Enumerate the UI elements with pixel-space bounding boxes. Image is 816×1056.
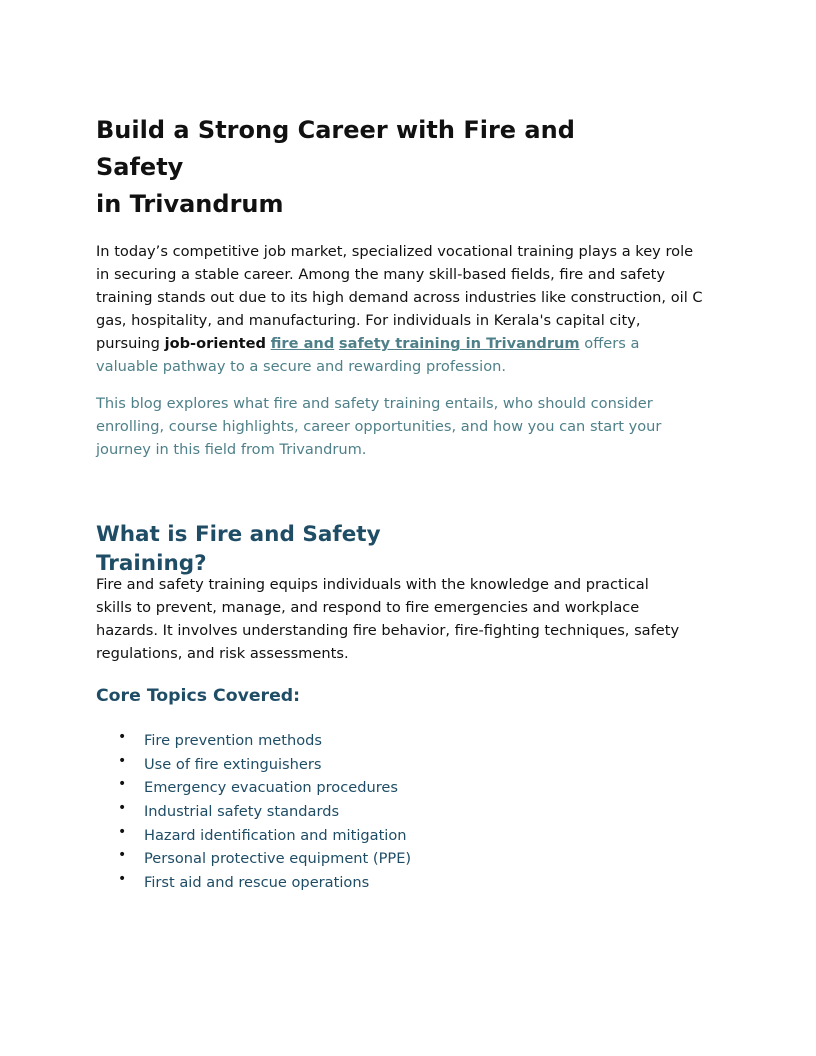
list-item xyxy=(96,753,411,777)
list-item xyxy=(96,871,411,895)
list-item-text: Hazard identification and mitigation xyxy=(144,826,407,844)
core-topics-heading: Core Topics Covered: xyxy=(96,686,301,706)
safety-training-link[interactable]: safety training in Trivandrum xyxy=(338,335,580,352)
list-item xyxy=(96,729,411,753)
section-heading-line-2: Training? xyxy=(96,551,207,576)
list-item-text: Industrial safety standards xyxy=(144,803,340,821)
page-title-line-2: in Trivandrum xyxy=(96,190,284,218)
bullet-icon: • xyxy=(118,800,127,817)
list-item xyxy=(96,847,411,871)
bullet-icon: • xyxy=(118,871,127,888)
intro-text-start: In today’s competitive job market, specialized vocational training plays a key role in securing a stable career. Among the many skill-based fields, fire and safety training stands out due to its high demand across industries like construction, oil C gas, hospitality, and manufacturing. For individuals in Kerala's capital city, pursuing xyxy=(96,243,703,352)
list-item-text: Fire prevention methods xyxy=(144,732,323,749)
section-heading xyxy=(96,520,396,578)
core-topics-list xyxy=(96,729,411,895)
intro-bold-text: job-oriented xyxy=(164,335,266,352)
page-title-line-1: Build a Strong Career with Fire and Safety xyxy=(96,116,575,181)
list-item-text: First aid and rescue operations xyxy=(144,874,370,892)
list-item-text: Use of fire extinguishers xyxy=(144,755,322,773)
bullet-icon: • xyxy=(118,823,127,840)
page-title xyxy=(96,112,656,223)
bullet-icon: • xyxy=(118,729,127,745)
list-item xyxy=(96,824,411,848)
intro-paragraph xyxy=(96,240,706,378)
list-item xyxy=(96,800,411,824)
bullet-icon: • xyxy=(118,776,127,793)
bullet-icon: • xyxy=(118,752,127,769)
list-item-text: Personal protective equipment (PPE) xyxy=(144,850,412,868)
section-heading-line-1: What is Fire and Safety xyxy=(96,522,381,547)
list-item-text: Emergency evacuation procedures xyxy=(144,779,398,797)
list-item xyxy=(96,776,411,800)
intro-text-end: offers a valuable pathway to a secure and rewarding profession. xyxy=(96,335,640,375)
fire-and-link[interactable]: fire and xyxy=(270,335,335,352)
section-paragraph: Fire and safety training equips individuals with the knowledge and practical skills to prevent, manage, and respond to fire emergencies and workplace hazards. It involves understanding fire behavior, fire-fighting techniques, safety regulations, and risk assessments. xyxy=(96,576,680,662)
blog-intro-paragraph: This blog explores what fire and safety training entails, who should consider enrolling, course highlights, career opportunities, and how you can start your journey in this field from Trivandrum. xyxy=(96,395,662,458)
bullet-icon: • xyxy=(118,847,127,864)
